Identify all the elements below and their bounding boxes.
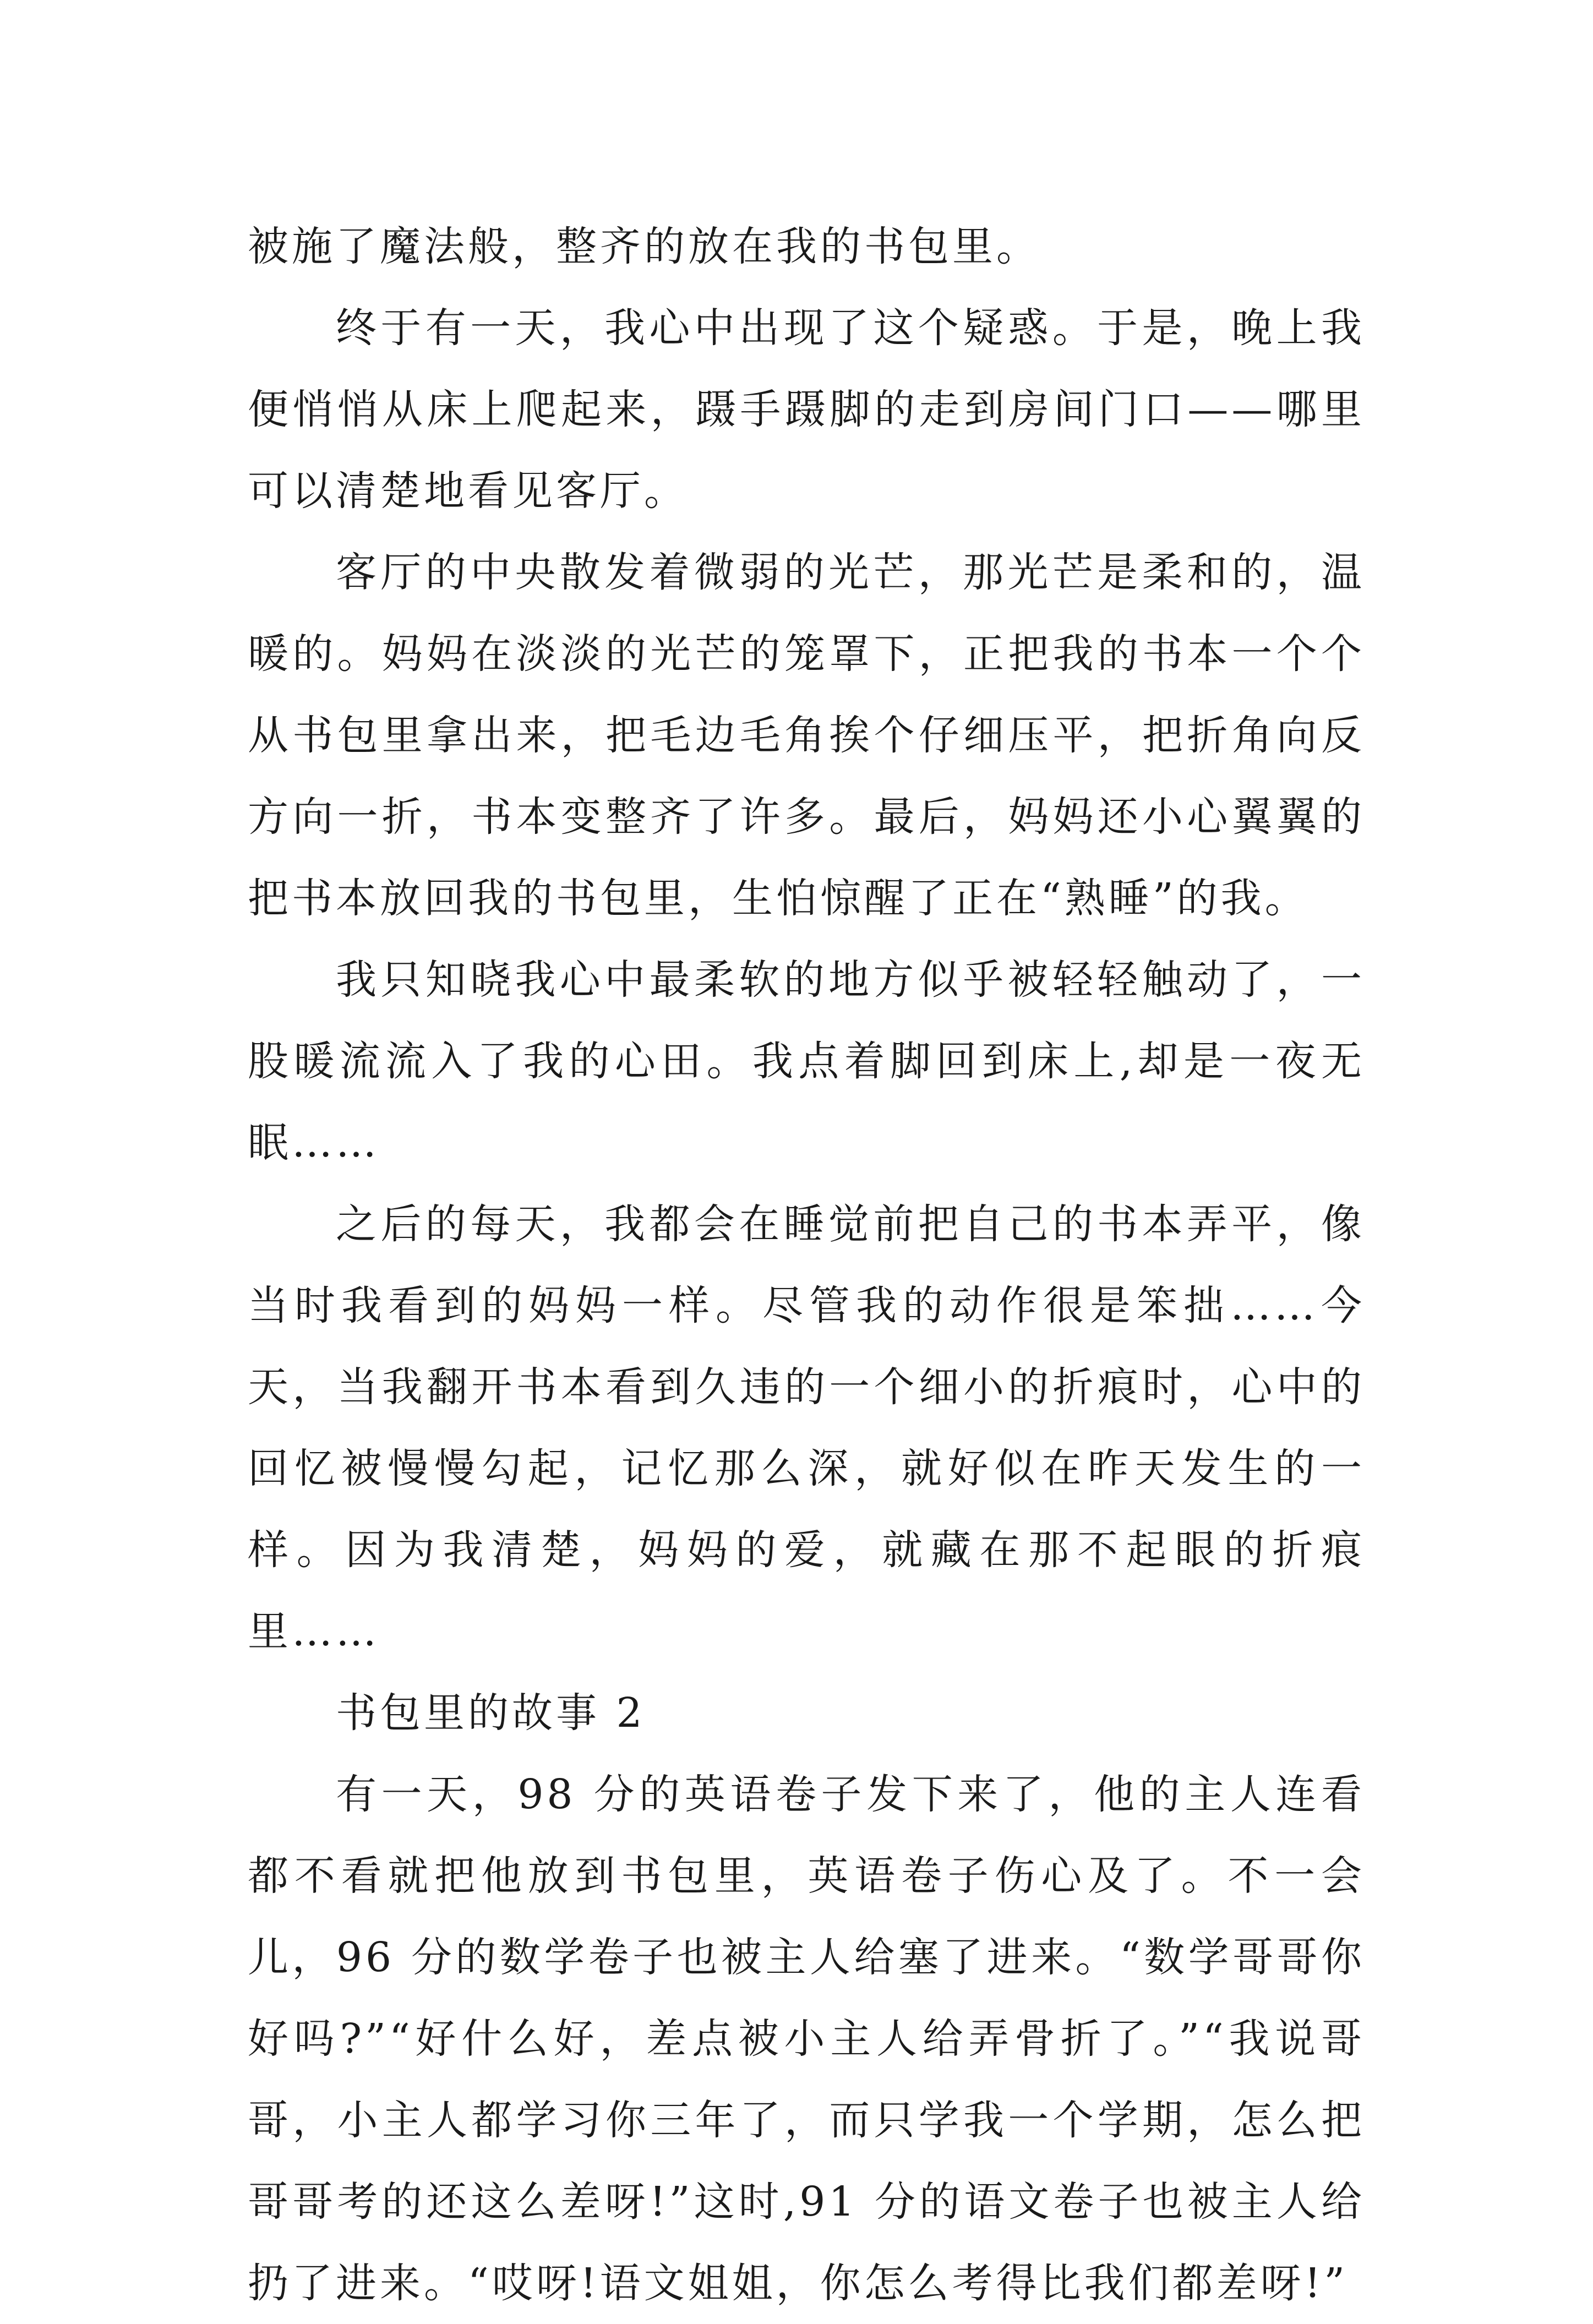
section-title: 书包里的故事 2 [336, 1689, 646, 1737]
paragraph: 我只知晓我心中最柔软的地方似乎被轻轻触动了，一股暖流流入了我的心田。我点着脚回到床上,却是一夜无眠…… [248, 956, 1365, 1166]
paragraph: 有一天，98 分的英语卷子发下来了，他的主人连看都不看就把他放到书包里，英语卷子伤心及了。不一会儿，96 分的数学卷子也被主人给塞了进来。“数学哥哥你好吗?”“好什么好，差点被小主人给弄骨折了。”“我说哥哥，小主人都学习你三年了，而只学我一个学期，怎么把哥哥考的还这么差呀!”这时,91 分的语文卷子也被主人给扔了进来。“哎呀!语文姐姐，你怎么考得比我们都差呀!” [248, 1771, 1365, 2307]
paragraph-continuation: 被施了魔法般，整齐的放在我的书包里。 [248, 223, 1040, 270]
document-body [248, 206, 1365, 2324]
paragraph: 之后的每天，我都会在睡觉前把自己的书本弄平，像当时我看到的妈妈一样。尽管我的动作很是笨拙……今天，当我翻开书本看到久违的一个细小的折痕时，心中的回忆被慢慢勾起，记忆那么深，就好似在昨天发生的一样。因为我清楚，妈妈的爱，就藏在那不起眼的折痕里…… [248, 1201, 1365, 1655]
paragraph: 终于有一天，我心中出现了这个疑惑。于是，晚上我便悄悄从床上爬起来，蹑手蹑脚的走到房间门口——哪里可以清楚地看见客厅。 [248, 304, 1365, 515]
paragraph: 客厅的中央散发着微弱的光芒，那光芒是柔和的，温暖的。妈妈在淡淡的光芒的笼罩下，正把我的书本一个个从书包里拿出来，把毛边毛角挨个仔细压平，把折角向反方向一折，书本变整齐了许多。最后，妈妈还小心翼翼的把书本放回我的书包里，生怕惊醒了正在“熟睡”的我。 [248, 549, 1365, 922]
